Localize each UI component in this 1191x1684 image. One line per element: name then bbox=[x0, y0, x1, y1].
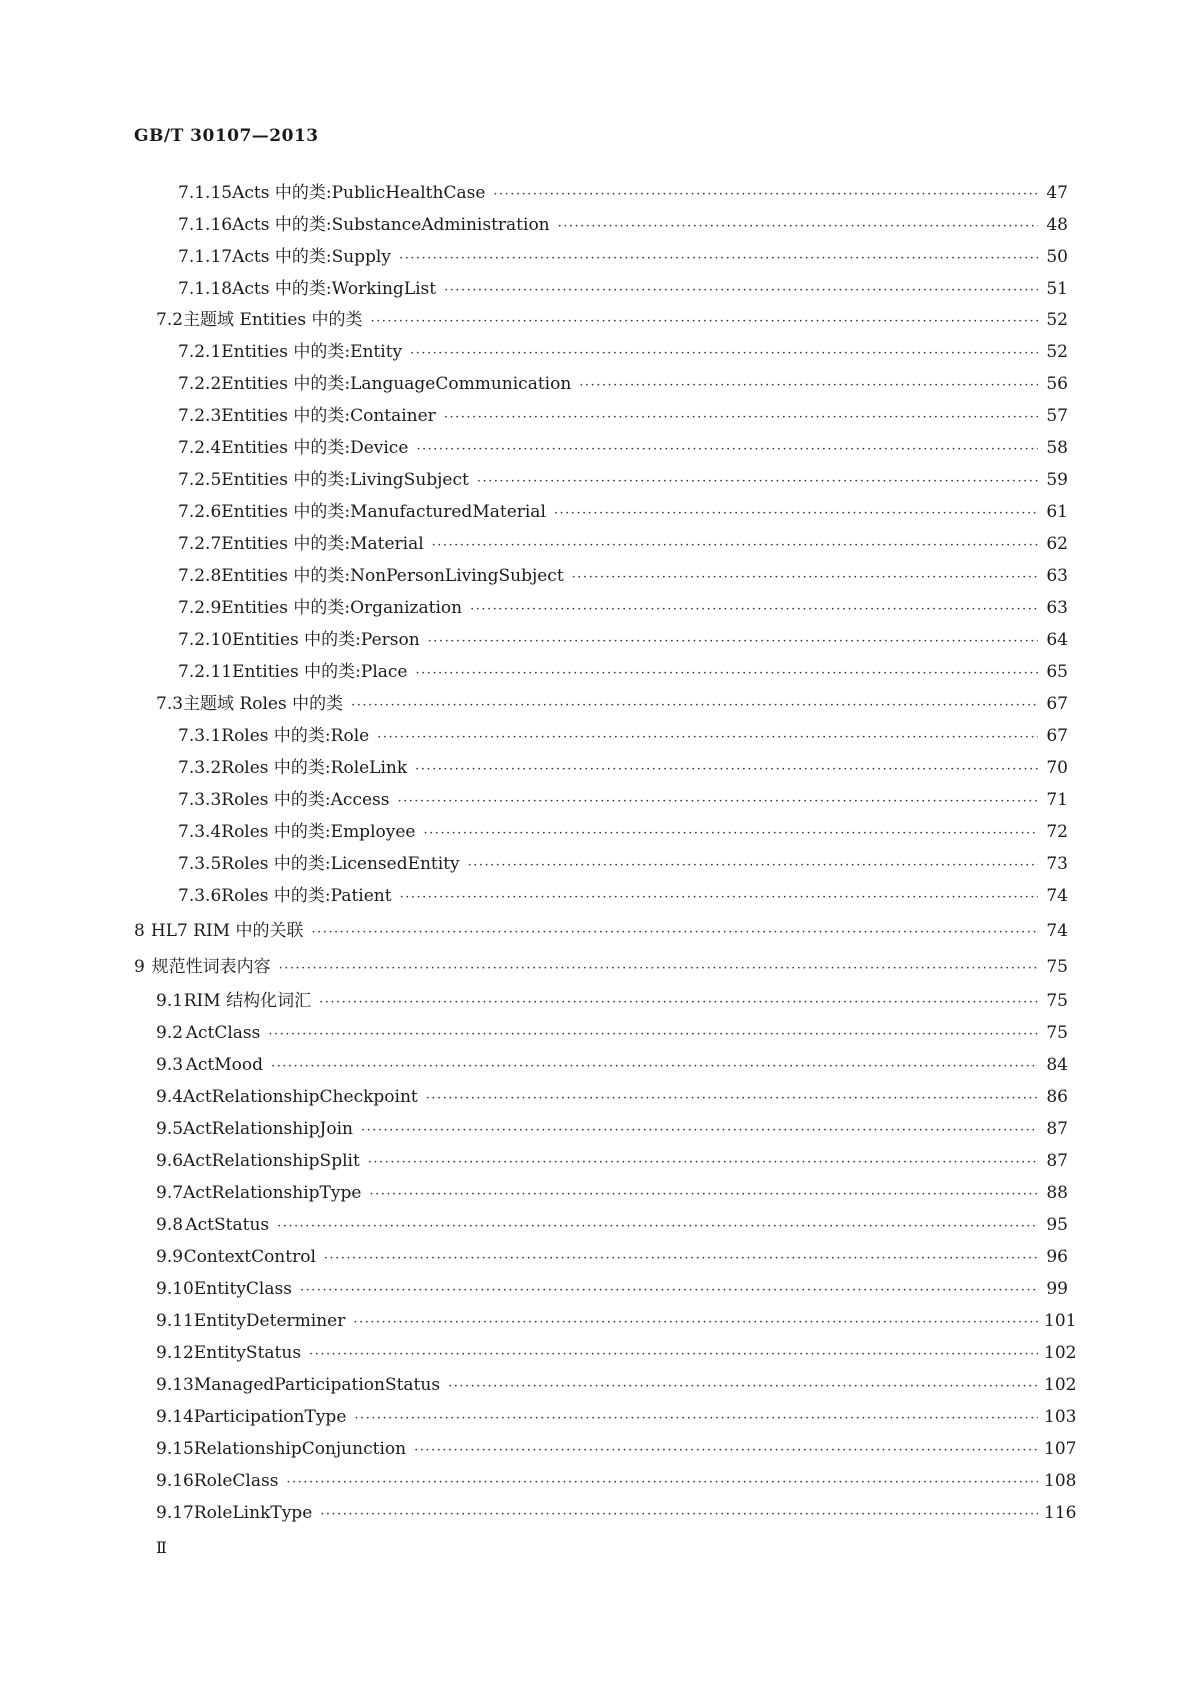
toc-entry-page: 63 bbox=[1046, 598, 1068, 618]
toc-entry bbox=[156, 1150, 1068, 1174]
toc-entry-page: 57 bbox=[1046, 406, 1068, 426]
toc-entry-number: 7.2.3 bbox=[178, 406, 222, 426]
toc-entry-page: 63 bbox=[1046, 566, 1068, 586]
toc-entry-page: 47 bbox=[1046, 183, 1068, 203]
toc-entry-page: 58 bbox=[1046, 438, 1068, 458]
toc-entry-page: 71 bbox=[1046, 790, 1068, 810]
toc-entry-page: 96 bbox=[1046, 1247, 1068, 1267]
toc-entry-number: 9.2 bbox=[156, 1023, 184, 1043]
toc-dot-leader bbox=[477, 471, 1038, 493]
toc-entry-page: 67 bbox=[1046, 726, 1068, 746]
toc-entry-number: 7.2 bbox=[156, 310, 184, 330]
toc-entry-number: 7.1.18 bbox=[178, 279, 233, 299]
toc-entry-number: 7.3.4 bbox=[178, 822, 222, 842]
toc-entry bbox=[156, 1214, 1068, 1238]
toc-entry-title: RoleClass bbox=[193, 1471, 279, 1491]
toc-entry-page: 87 bbox=[1046, 1119, 1068, 1139]
toc-dot-leader bbox=[554, 503, 1038, 525]
toc-entry-number: 7.2.7 bbox=[178, 534, 222, 554]
toc-dot-leader bbox=[354, 1408, 1038, 1430]
toc-entry-number: 9.1 bbox=[156, 991, 184, 1011]
toc-entry-title: Entities 中的类:LivingSubject bbox=[221, 470, 469, 490]
toc-entry-page: 74 bbox=[1046, 886, 1068, 906]
toc-entry-title: Entities 中的类:Material bbox=[221, 534, 424, 554]
toc-entry-page: 103 bbox=[1044, 1407, 1077, 1427]
toc-entry-title: Entities 中的类:LanguageCommunication bbox=[221, 374, 572, 394]
toc-entry-title: Entities 中的类:Place bbox=[232, 662, 408, 682]
toc-entry-page: 108 bbox=[1044, 1471, 1077, 1491]
toc-entry-page: 56 bbox=[1046, 374, 1068, 394]
toc-entry bbox=[178, 373, 1068, 397]
toc-dot-leader bbox=[423, 823, 1038, 845]
toc-dot-leader bbox=[309, 1344, 1038, 1366]
toc-entry bbox=[178, 565, 1068, 589]
toc-entry bbox=[178, 501, 1068, 525]
toc-entry-page: 50 bbox=[1046, 247, 1068, 267]
toc-entry-number: 7.2.5 bbox=[178, 470, 222, 490]
toc-entry bbox=[156, 1022, 1068, 1046]
toc-entry-page: 75 bbox=[1046, 991, 1068, 1011]
toc-entry-title: RIM 结构化词汇 bbox=[183, 991, 312, 1011]
toc-dot-leader bbox=[426, 1088, 1038, 1110]
toc-entry-page: 102 bbox=[1044, 1375, 1077, 1395]
toc-entry-page: 99 bbox=[1046, 1279, 1068, 1299]
toc-entry-number: 9 bbox=[134, 957, 145, 977]
toc-entry-number: 7.2.6 bbox=[178, 502, 222, 522]
toc-entry bbox=[156, 693, 1068, 717]
toc-entry bbox=[134, 920, 1068, 944]
toc-entry-page: 61 bbox=[1046, 502, 1068, 522]
toc-dot-leader bbox=[448, 1376, 1038, 1398]
toc-entry-title: 主题域 Roles 中的类 bbox=[183, 694, 344, 714]
toc-entry-page: 65 bbox=[1046, 662, 1068, 682]
toc-entry-title: Roles 中的类:Role bbox=[221, 726, 370, 746]
toc-entry-title: Roles 中的类:LicensedEntity bbox=[221, 854, 460, 874]
toc-entry-title: ActClass bbox=[185, 1023, 261, 1043]
toc-entry-number: 7.2.2 bbox=[178, 374, 222, 394]
toc-dot-leader bbox=[279, 958, 1038, 980]
toc-entry bbox=[156, 1310, 1077, 1334]
toc-entry-number: 9.15 bbox=[156, 1439, 194, 1459]
toc-entry-title: ActRelationshipJoin bbox=[183, 1119, 353, 1139]
toc-entry bbox=[178, 405, 1068, 429]
toc-entry-number: 9.10 bbox=[156, 1279, 194, 1299]
toc-entry-number: 9.9 bbox=[156, 1247, 184, 1267]
toc-entry-title: Roles 中的类:Employee bbox=[221, 822, 416, 842]
toc-entry bbox=[178, 725, 1068, 749]
toc-dot-leader bbox=[444, 407, 1038, 429]
toc-entry-title: Roles 中的类:Patient bbox=[221, 886, 392, 906]
toc-entry-number: 7.2.9 bbox=[178, 598, 222, 618]
toc-entry bbox=[178, 341, 1068, 365]
toc-entry-number: 7.3.2 bbox=[178, 758, 222, 778]
toc-dot-leader bbox=[353, 1312, 1038, 1334]
toc-dot-leader bbox=[271, 1056, 1038, 1078]
toc-entry bbox=[156, 1438, 1077, 1462]
toc-entry bbox=[156, 309, 1068, 333]
toc-entry-page: 73 bbox=[1046, 854, 1068, 874]
toc-entry-number: 9.4 bbox=[156, 1087, 184, 1107]
toc-entry-page: 59 bbox=[1046, 470, 1068, 490]
toc-entry bbox=[156, 1342, 1077, 1366]
toc-entry-page: 62 bbox=[1046, 534, 1068, 554]
toc-dot-leader bbox=[432, 535, 1038, 557]
toc-entry-number: 9.3 bbox=[156, 1055, 184, 1075]
toc-entry-number: 9.13 bbox=[156, 1375, 194, 1395]
toc-entry bbox=[156, 1278, 1068, 1302]
toc-entry-number: 7.1.17 bbox=[178, 247, 233, 267]
toc-entry bbox=[178, 246, 1068, 270]
toc-entry-title: Roles 中的类:RoleLink bbox=[221, 758, 408, 778]
toc-entry-page: 95 bbox=[1046, 1215, 1068, 1235]
toc-entry-title: Acts 中的类:PublicHealthCase bbox=[232, 183, 486, 203]
toc-entry-number: 7.2.10 bbox=[178, 630, 233, 650]
toc-entry-title: Entities 中的类:Person bbox=[232, 630, 420, 650]
toc-entry bbox=[178, 661, 1068, 685]
toc-entry-title: ManagedParticipationStatus bbox=[193, 1375, 441, 1395]
toc-entry-title: ActRelationshipSplit bbox=[183, 1151, 360, 1171]
toc-entry-number: 9.12 bbox=[156, 1343, 194, 1363]
toc-entry bbox=[178, 214, 1068, 238]
toc-entry-number: 9.16 bbox=[156, 1471, 194, 1491]
toc-entry bbox=[178, 853, 1068, 877]
toc-entry-title: Roles 中的类:Access bbox=[221, 790, 390, 810]
toc-entry-title: Entities 中的类:Device bbox=[221, 438, 409, 458]
toc-entry-title: EntityDeterminer bbox=[193, 1311, 346, 1331]
toc-entry-title: Entities 中的类:Organization bbox=[221, 598, 463, 618]
toc-entry-page: 74 bbox=[1046, 921, 1068, 941]
toc-dot-leader bbox=[268, 1024, 1038, 1046]
toc-entry-page: 86 bbox=[1046, 1087, 1068, 1107]
toc-entry-title: ParticipationType bbox=[193, 1407, 347, 1427]
toc-entry bbox=[156, 1470, 1077, 1494]
toc-entry-title: RelationshipConjunction bbox=[193, 1439, 407, 1459]
toc-dot-leader bbox=[428, 631, 1038, 653]
toc-entry-number: 7.2.4 bbox=[178, 438, 222, 458]
toc-entry bbox=[156, 1406, 1077, 1430]
toc-entry-page: 75 bbox=[1046, 1023, 1068, 1043]
toc-entry-page: 48 bbox=[1046, 215, 1068, 235]
toc-dot-leader bbox=[286, 1472, 1038, 1494]
toc-dot-leader bbox=[324, 1248, 1038, 1270]
toc-dot-leader bbox=[414, 1440, 1038, 1462]
toc-entry-title: 主题域 Entities 中的类 bbox=[183, 310, 363, 330]
toc-entry-title: Acts 中的类:WorkingList bbox=[232, 279, 437, 299]
toc-dot-leader bbox=[493, 184, 1038, 206]
toc-entry bbox=[178, 757, 1068, 781]
toc-dot-leader bbox=[377, 727, 1038, 749]
toc-entry bbox=[156, 1182, 1068, 1206]
toc-entry-title: Entities 中的类:Container bbox=[221, 406, 436, 426]
toc-entry-page: 116 bbox=[1044, 1503, 1077, 1523]
toc-dot-leader bbox=[368, 1152, 1038, 1174]
toc-dot-leader bbox=[400, 887, 1038, 909]
page-number: Ⅱ bbox=[156, 1538, 167, 1557]
toc-entry-page: 70 bbox=[1046, 758, 1068, 778]
toc-entry-page: 87 bbox=[1046, 1151, 1068, 1171]
toc-entry-number: 7.1.16 bbox=[178, 215, 233, 235]
toc-entry-page: 52 bbox=[1046, 342, 1068, 362]
toc-entry bbox=[156, 1502, 1077, 1526]
toc-entry-title: Acts 中的类:SubstanceAdministration bbox=[232, 215, 550, 235]
toc-entry bbox=[156, 1054, 1068, 1078]
toc-entry-number: 9.6 bbox=[156, 1151, 184, 1171]
toc-dot-leader bbox=[468, 855, 1038, 877]
toc-entry-title: ActRelationshipCheckpoint bbox=[183, 1087, 418, 1107]
toc-entry-page: 88 bbox=[1046, 1183, 1068, 1203]
toc-dot-leader bbox=[415, 663, 1038, 685]
toc-entry-number: 7.3.5 bbox=[178, 854, 222, 874]
toc-entry-number: 7.2.8 bbox=[178, 566, 222, 586]
toc-entry bbox=[156, 1086, 1068, 1110]
toc-dot-leader bbox=[579, 375, 1038, 397]
toc-entry-title: ActRelationshipType bbox=[183, 1183, 362, 1203]
toc-entry-title: HL7 RIM 中的关联 bbox=[150, 921, 304, 941]
toc-entry bbox=[178, 437, 1068, 461]
toc-dot-leader bbox=[312, 922, 1039, 944]
toc-entry-page: 51 bbox=[1046, 279, 1068, 299]
toc-dot-leader bbox=[470, 599, 1038, 621]
toc-entry-number: 7.3.6 bbox=[178, 886, 222, 906]
toc-entry-number: 7.3.3 bbox=[178, 790, 222, 810]
toc-entry-number: 7.2.11 bbox=[178, 662, 233, 682]
toc-dot-leader bbox=[277, 1216, 1038, 1238]
toc-dot-leader bbox=[397, 791, 1038, 813]
toc-entry bbox=[178, 789, 1068, 813]
toc-entry-number: 9.7 bbox=[156, 1183, 184, 1203]
toc-entry-number: 9.11 bbox=[156, 1311, 194, 1331]
toc-entry-title: Acts 中的类:Supply bbox=[232, 247, 391, 267]
toc-dot-leader bbox=[415, 759, 1038, 781]
toc-dot-leader bbox=[300, 1280, 1038, 1302]
toc-entry-page: 67 bbox=[1046, 694, 1068, 714]
toc-entry bbox=[156, 1246, 1068, 1270]
toc-entry-title: Entities 中的类:Entity bbox=[221, 342, 403, 362]
toc-entry-number: 9.8 bbox=[156, 1215, 184, 1235]
toc-entry-number: 7.3.1 bbox=[178, 726, 222, 746]
toc-entry-page: 64 bbox=[1046, 630, 1068, 650]
toc-entry-number: 9.5 bbox=[156, 1119, 184, 1139]
standard-code-header: GB/T 30107—2013 bbox=[134, 126, 319, 146]
toc-dot-leader bbox=[572, 567, 1038, 589]
toc-entry-title: RoleLinkType bbox=[193, 1503, 313, 1523]
toc-dot-leader bbox=[369, 1184, 1038, 1206]
toc-entry-number: 8 bbox=[134, 921, 145, 941]
toc-entry bbox=[156, 1118, 1068, 1142]
toc-dot-leader bbox=[410, 343, 1038, 365]
toc-entry-title: ActStatus bbox=[185, 1215, 270, 1235]
toc-entry bbox=[178, 533, 1068, 557]
toc-entry-page: 101 bbox=[1044, 1311, 1077, 1331]
toc-entry-title: Entities 中的类:NonPersonLivingSubject bbox=[221, 566, 564, 586]
toc-dot-leader bbox=[351, 695, 1038, 717]
toc-entry-title: ActMood bbox=[185, 1055, 263, 1075]
toc-dot-leader bbox=[361, 1120, 1038, 1142]
toc-dot-leader bbox=[320, 1504, 1038, 1526]
toc-entry bbox=[178, 597, 1068, 621]
toc-entry-number: 9.17 bbox=[156, 1503, 194, 1523]
toc-entry bbox=[156, 1374, 1077, 1398]
toc-entry-title: ContextControl bbox=[183, 1247, 316, 1267]
toc-entry-number: 9.14 bbox=[156, 1407, 194, 1427]
toc-entry-title: Entities 中的类:ManufacturedMaterial bbox=[221, 502, 546, 522]
toc-entry-page: 72 bbox=[1046, 822, 1068, 842]
toc-entry bbox=[178, 885, 1068, 909]
toc-dot-leader bbox=[558, 216, 1038, 238]
toc-entry bbox=[134, 956, 1068, 980]
toc-dot-leader bbox=[399, 248, 1038, 270]
toc-dot-leader bbox=[416, 439, 1038, 461]
toc-entry-title: EntityStatus bbox=[193, 1343, 302, 1363]
toc-dot-leader bbox=[444, 280, 1038, 302]
toc-entry bbox=[178, 821, 1068, 845]
toc-entry-page: 75 bbox=[1046, 957, 1068, 977]
toc-entry-title: EntityClass bbox=[193, 1279, 292, 1299]
toc-entry-number: 7.2.1 bbox=[178, 342, 222, 362]
toc-entry bbox=[156, 990, 1068, 1014]
toc-dot-leader bbox=[319, 992, 1038, 1014]
toc-entry bbox=[178, 182, 1068, 206]
toc-entry-page: 52 bbox=[1046, 310, 1068, 330]
toc-entry bbox=[178, 278, 1068, 302]
toc-entry-page: 107 bbox=[1044, 1439, 1077, 1459]
toc-entry-number: 7.3 bbox=[156, 694, 184, 714]
toc-entry bbox=[178, 629, 1068, 653]
toc-entry bbox=[178, 469, 1068, 493]
toc-entry-number: 7.1.15 bbox=[178, 183, 233, 203]
toc-dot-leader bbox=[371, 311, 1038, 333]
toc-entry-page: 84 bbox=[1046, 1055, 1068, 1075]
toc-entry-title: 规范性词表内容 bbox=[151, 957, 271, 977]
toc-entry-page: 102 bbox=[1044, 1343, 1077, 1363]
